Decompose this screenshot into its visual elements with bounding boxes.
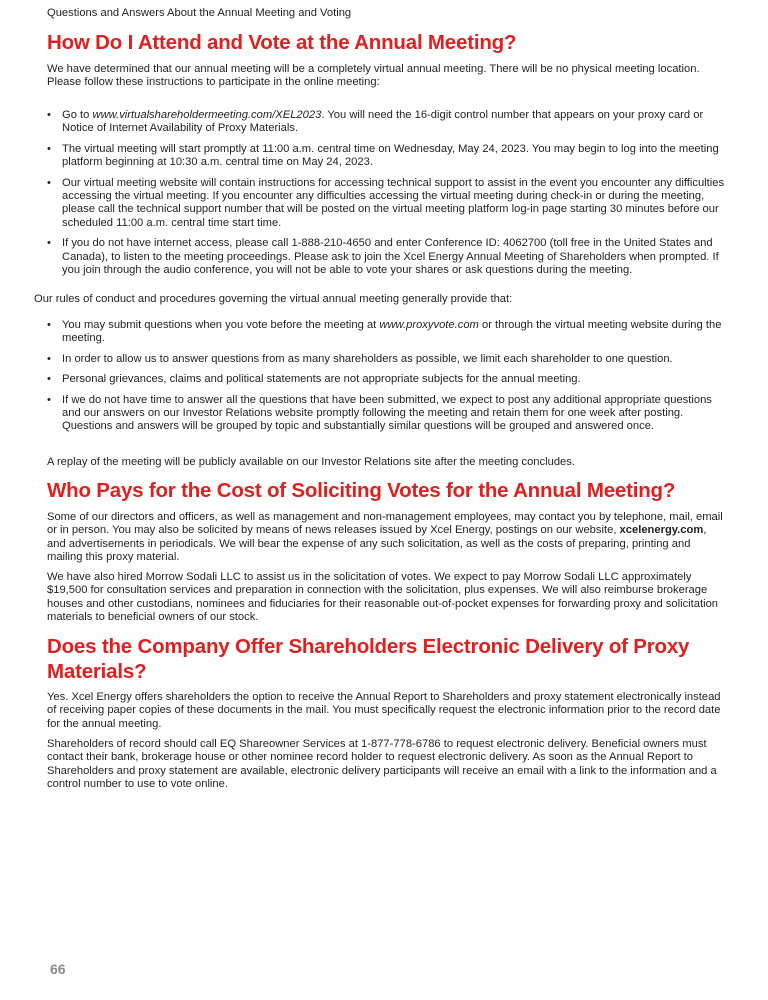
electronic-delivery-paragraph-1: Yes. Xcel Energy offers shareholders the option to receive the Annual Report to Shareholders and proxy statement electronically instead of receiving paper copies of these documents in the mail. You must specifically request the electronic information prior to the record date for the annual meeting.	[47, 691, 721, 730]
meeting-url-link[interactable]: www.virtualshareholdermeeting.com/XEL2023	[92, 109, 322, 121]
rules-intro: Our rules of conduct and procedures governing the virtual annual meeting generally provide that:	[34, 293, 513, 305]
replay-note: A replay of the meeting will be publicly available on our Investor Relations site after the meeting concludes.	[47, 456, 575, 468]
list-item: • Personal grievances, claims and political statements are not appropriate subjects for the annual meeting.	[47, 373, 727, 386]
section-heading-solicitation-cost: Who Pays for the Cost of Soliciting Votes for the Annual Meeting?	[47, 479, 676, 502]
list-item: • If we do not have time to answer all the questions that have been submitted, we expect to post any additional appropriate questions and our answers on our Investor Relations website promptly following the meeting and retain them for one week after posting. Questions and answers will be grouped by topic and substantially similar questions will be grouped and answered once.	[47, 394, 727, 434]
intro-paragraph: We have determined that our annual meeting will be a completely virtual annual meeting. There will be no physical meeting location. Please follow these instructions to participate in the online meeting:	[47, 63, 700, 89]
list-item: • Our virtual meeting website will contain instructions for accessing technical support to assist in the event you encounter any difficulties accessing the virtual meeting. If you encounter any difficulties accessing the virtual meeting during check-in or during the meeting, please call the technical support number that will be posted on the virtual meeting platform log-in page starting 30 minutes before our scheduled 11:00 a.m. central time start time.	[47, 177, 727, 231]
attend-instructions-list	[47, 109, 727, 277]
list-item: • The virtual meeting will start promptly at 11:00 a.m. central time on Wednesday, May 24, 2023. You may begin to log into the meeting platform beginning at 10:30 a.m. central time on May 24, 2023.	[47, 143, 727, 170]
list-item: • Go to www.virtualshareholdermeeting.com/XEL2023. You will need the 16-digit control number that appears on your proxy card or Notice of Internet Availability of Proxy Materials.	[47, 109, 727, 136]
solicitation-paragraph-2: We have also hired Morrow Sodali LLC to assist us in the solicitation of votes. We expect to pay Morrow Sodali LLC approximately $19,500 for consultation services and preparation in connection with the solicitation, plus expenses. We will also reimburse brokerage houses and other custodians, nominees and fiduciaries for their reasonable out-of-pocket expenses for forwarding proxy and solicitation materials to beneficial owners of our stock.	[47, 571, 719, 624]
list-item: • In order to allow us to answer questions from as many shareholders as possible, we limit each shareholder to one question.	[47, 353, 727, 366]
electronic-delivery-paragraph-2: Shareholders of record should call EQ Shareowner Services at 1-877-778-6786 to request electronic delivery. Beneficial owners must contact their bank, brokerage house or other nominee record holder to request electronic delivery. As soon as the Annual Report to Shareholders and proxy statement are available, electronic delivery participants will receive an email with a link to the information and a control number to use to vote online.	[47, 738, 717, 791]
page-number: 66	[50, 961, 66, 977]
list-item: • You may submit questions when you vote before the meeting at www.proxyvote.com or through the virtual meeting website during the meeting.	[47, 319, 727, 346]
solicitation-paragraph-1: Some of our directors and officers, as well as management and non-management employees, may contact you by telephone, mail, email or in person. You may also be solicited by means of news releases issued by Xcel Energy, postings on our website, xcelenergy.com, and advertisements in periodicals. We will bear the expense of any such solicitation, as well as the costs of preparing, printing and mailing this proxy material.	[47, 511, 723, 564]
section-heading-electronic-delivery: Does the Company Offer Shareholders Electronic Delivery of Proxy Materials?	[47, 635, 690, 683]
website-link[interactable]: xcelenergy.com	[619, 524, 704, 537]
section-heading-attend-vote: How Do I Attend and Vote at the Annual Meeting?	[47, 31, 517, 54]
rules-list	[47, 319, 727, 434]
list-item: • If you do not have internet access, please call 1-888-210-4650 and enter Conference ID: 4062700 (toll free in the United States and Canada), to listen to the meeting proceedings. Please ask to join the Xcel Energy Annual Meeting of Shareholders when prompted. If you join through the audio conference, you will not be able to vote your shares or ask questions during the meeting.	[47, 237, 727, 277]
running-header: Questions and Answers About the Annual Meeting and Voting	[47, 7, 352, 19]
proxyvote-link[interactable]: www.proxyvote.com	[379, 319, 479, 331]
